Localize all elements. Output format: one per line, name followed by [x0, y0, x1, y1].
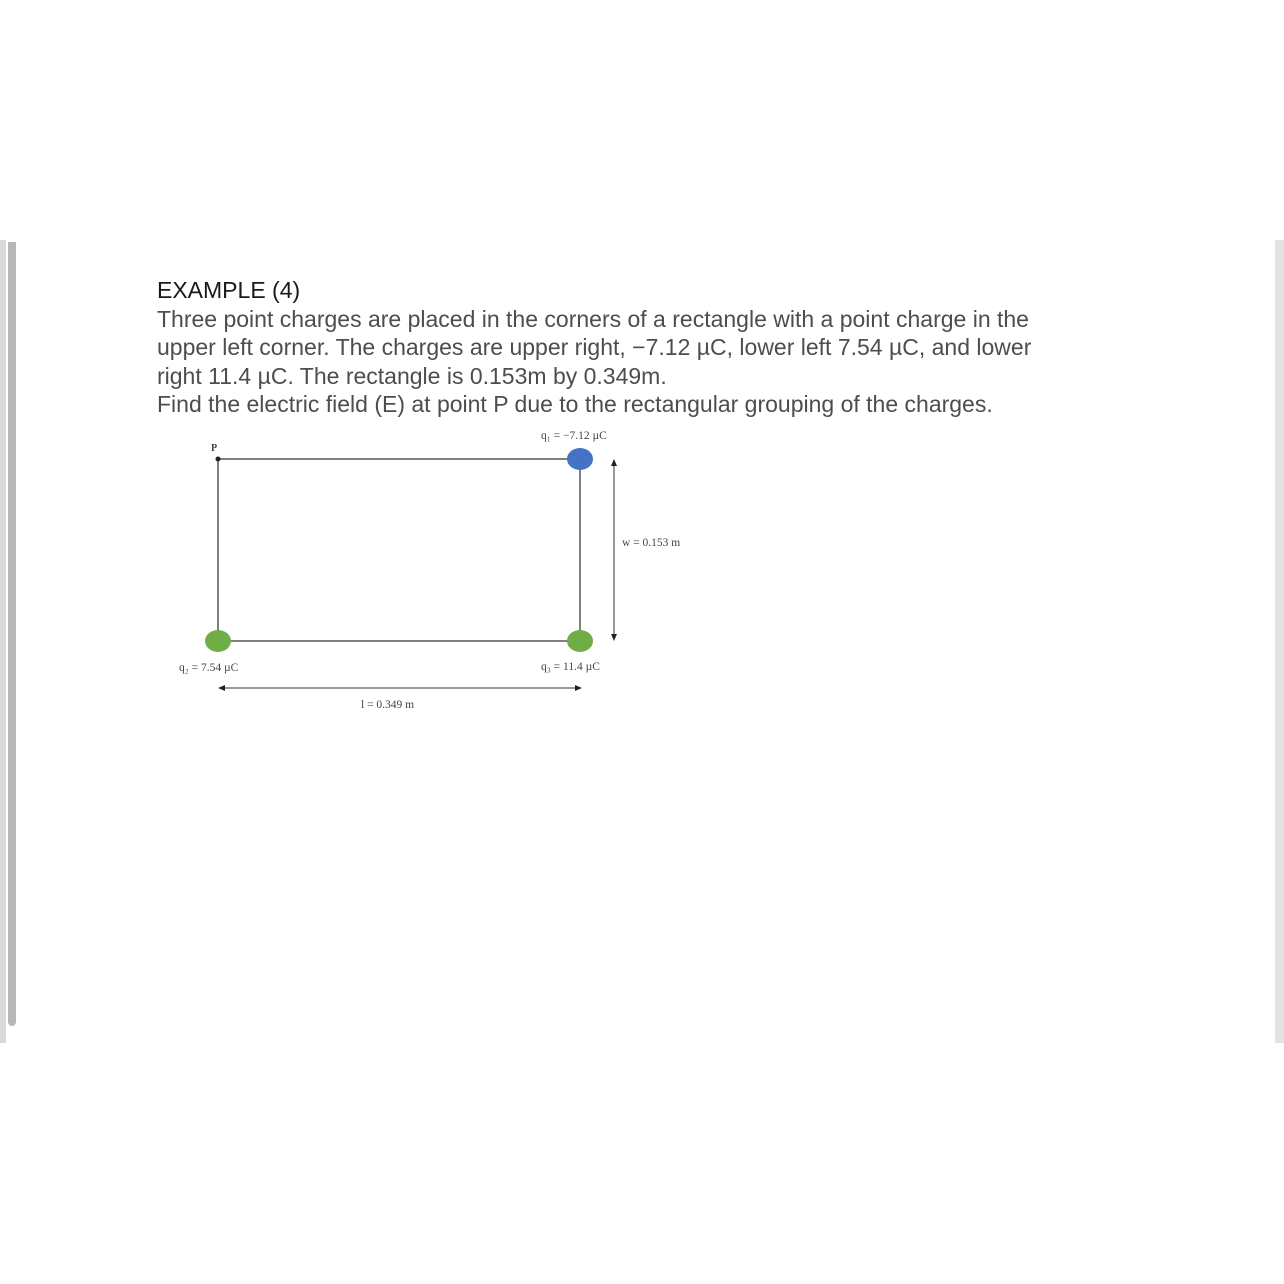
charge-q1 [567, 448, 593, 470]
q3-label: q₃ = 11.4 µC [541, 661, 600, 673]
document-page [0, 240, 1284, 1043]
length-arrowhead-right [575, 685, 582, 691]
charge-q3 [567, 630, 593, 652]
problem-line-3: right 11.4 µC. The rectangle is 0.153m by 0.349m. [157, 362, 667, 389]
width-arrowhead-bottom [611, 634, 617, 641]
problem-line-4: Find the electric field (E) at point P due to the rectangular grouping of the charges. [157, 391, 993, 417]
width-arrowhead-top [611, 459, 617, 466]
example-heading: EXAMPLE (4) [157, 277, 301, 303]
point-p-label: P [211, 443, 218, 454]
problem-line-1: Three point charges are placed in the corners of a rectangle with a point charge in the [157, 305, 1029, 332]
length-arrowhead-left [218, 685, 225, 691]
q2-label: q₂ = 7.54 µC [179, 662, 239, 674]
q1-label: q₁ = −7.12 µC [541, 430, 607, 442]
point-p-marker [216, 457, 221, 462]
length-label: l = 0.349 m [361, 699, 415, 711]
charge-rectangle-diagram [0, 240, 1284, 1043]
charge-q2 [205, 630, 231, 652]
width-label: w = 0.153 m [622, 537, 681, 549]
problem-line-2: upper left corner. The charges are upper right, −7.12 µC, lower left 7.54 µC, and lower [157, 334, 1032, 360]
